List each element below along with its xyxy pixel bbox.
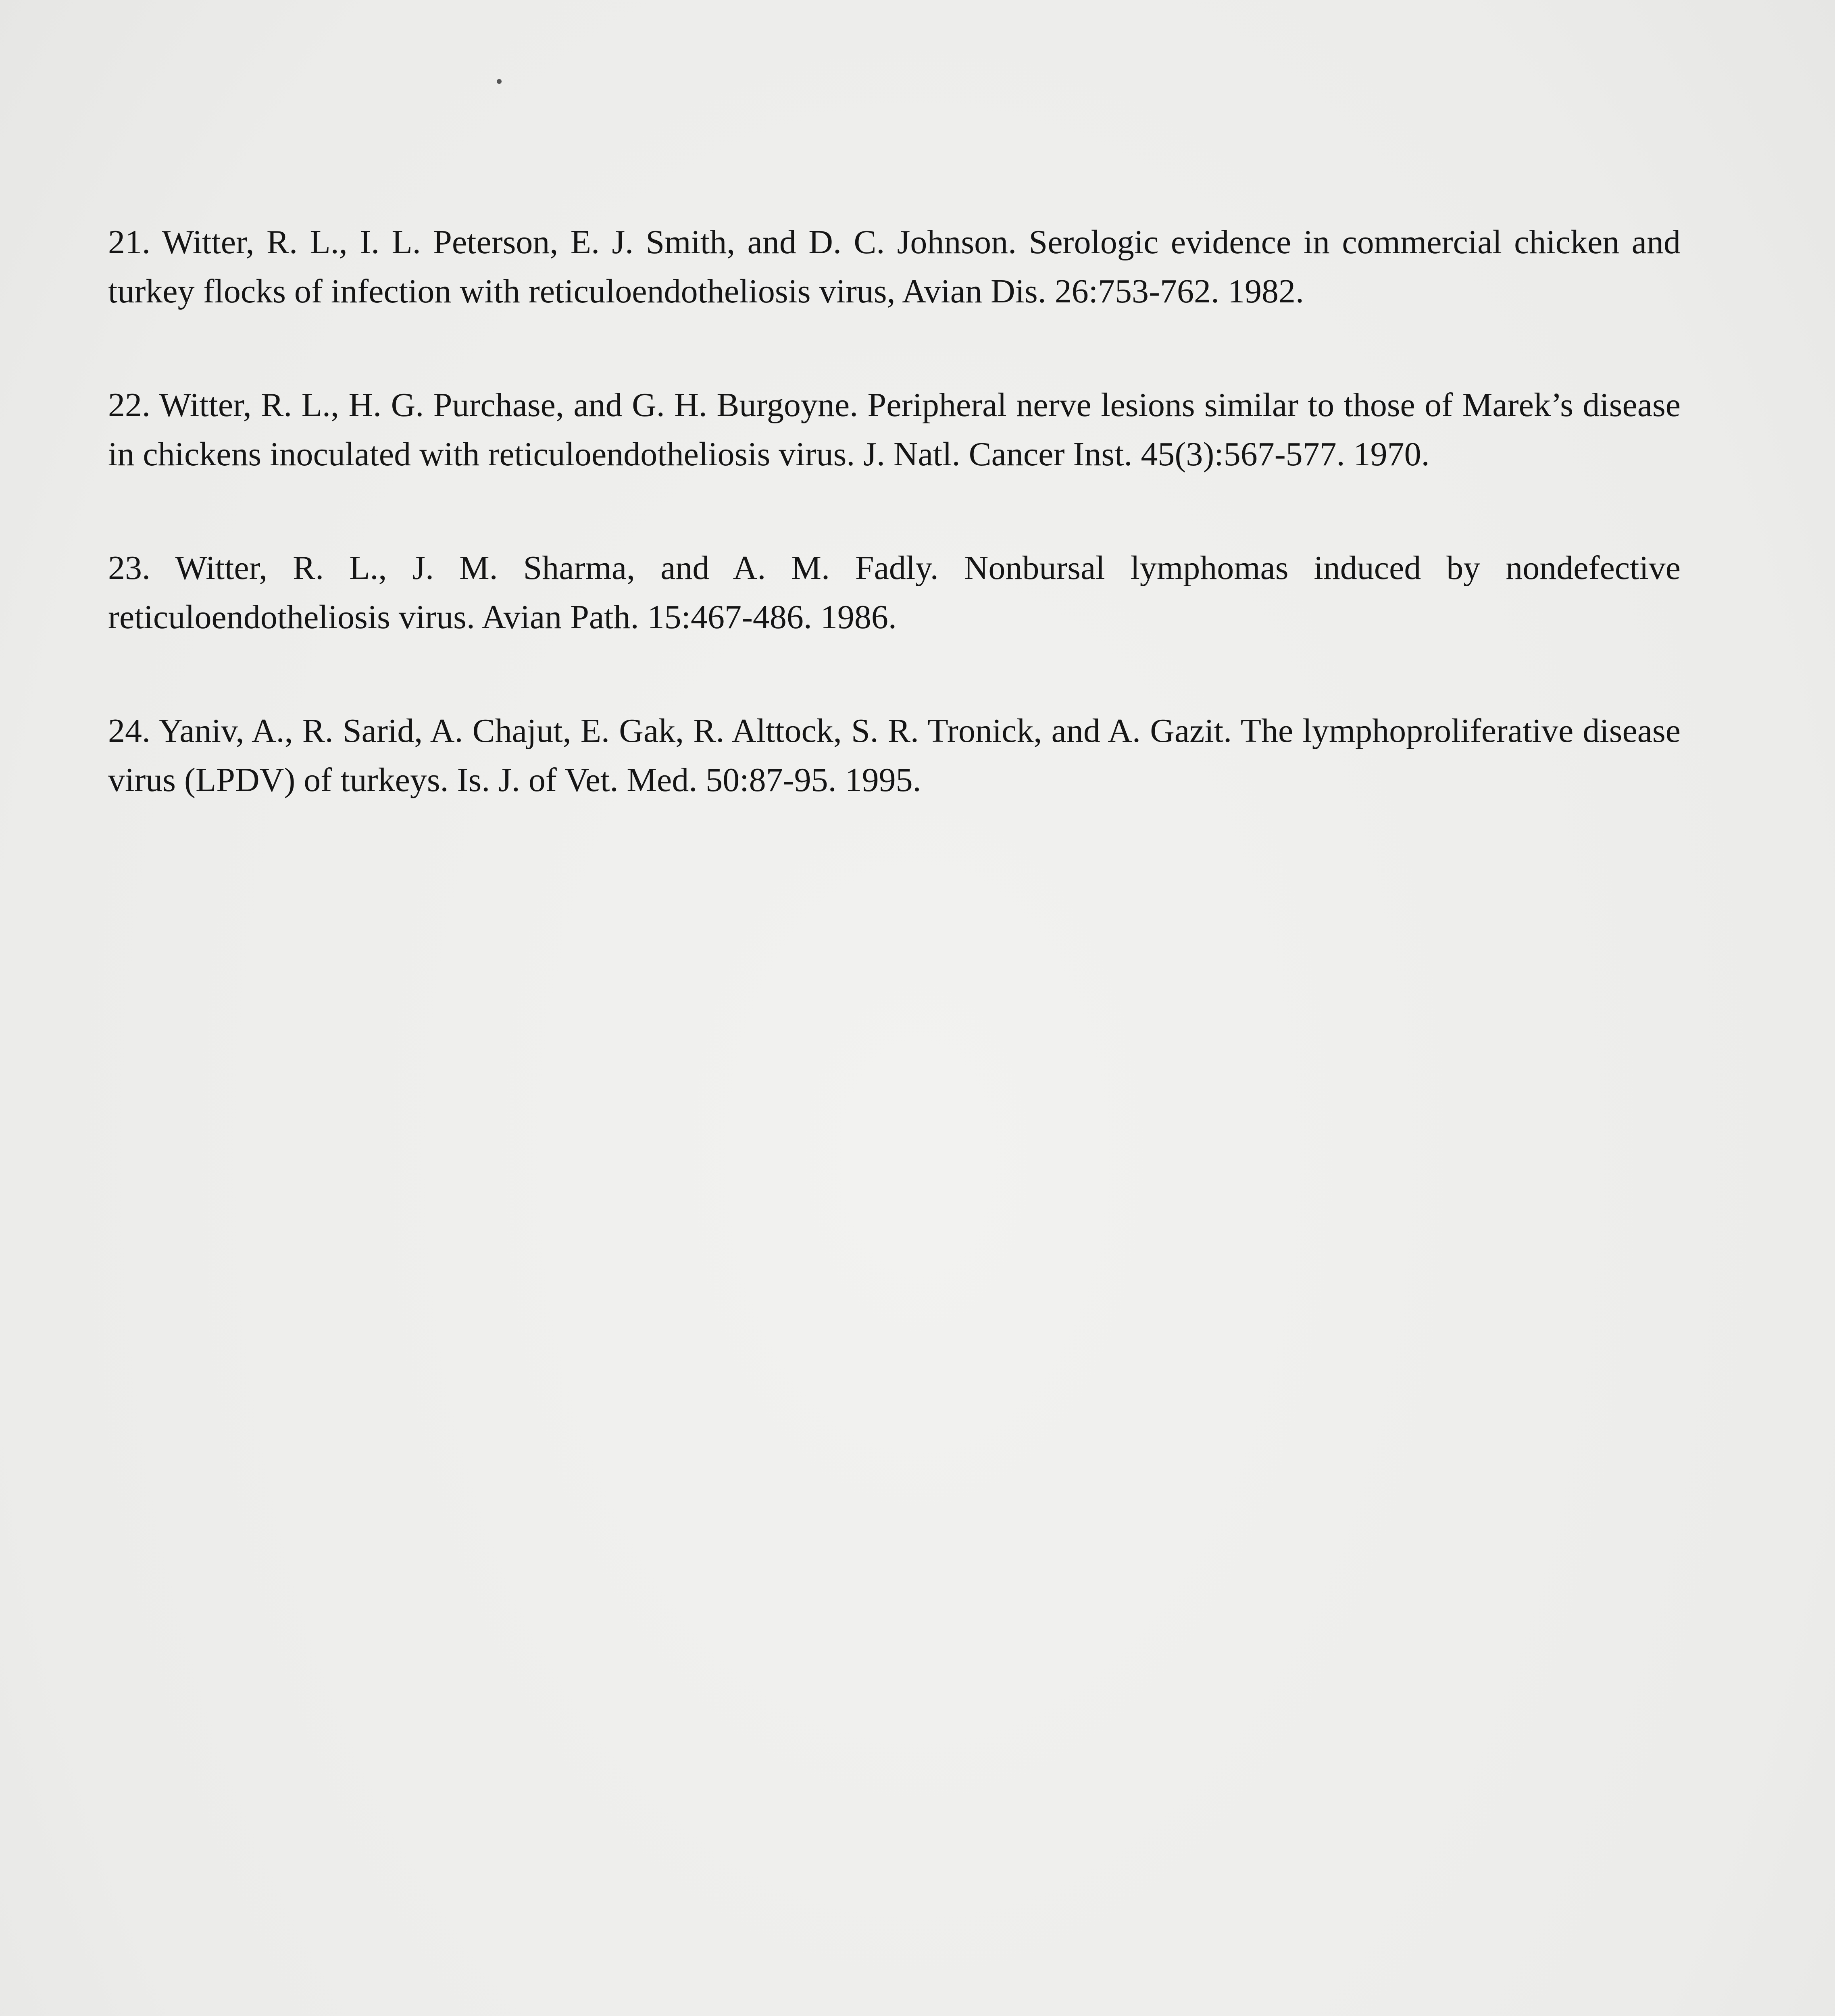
dust-speck <box>497 79 502 84</box>
reference-21: 21. Witter, R. L., I. L. Peterson, E. J. Smith, and D. C. Johnson. Serologic evidence in commercial chicken and turkey flocks of infection with reticuloendotheliosis virus, Avian Dis. 26:753-762. 1982. <box>108 223 1681 310</box>
reference-24: 24. Yaniv, A., R. Sarid, A. Chajut, E. Gak, R. Alttock, S. R. Tronick, and A. Gazit. The lymphoproliferative disease virus (LPDV) of turkeys. Is. J. of Vet. Med. 50:87-95. 1995. <box>108 712 1681 799</box>
reference-23: 23. Witter, R. L., J. M. Sharma, and A. M. Fadly. Nonbursal lymphomas induced by nondefective reticuloendotheliosis virus. Avian Path. 15:467-486. 1986. <box>108 549 1681 636</box>
reference-22: 22. Witter, R. L., H. G. Purchase, and G. H. Burgoyne. Peripheral nerve lesions similar to those of Marek’s disease in chickens inoculated with reticuloendotheliosis virus. J. Natl. Cancer Inst. 45(3):567-577. 1970. <box>108 386 1681 473</box>
reference-list <box>108 218 1681 869</box>
